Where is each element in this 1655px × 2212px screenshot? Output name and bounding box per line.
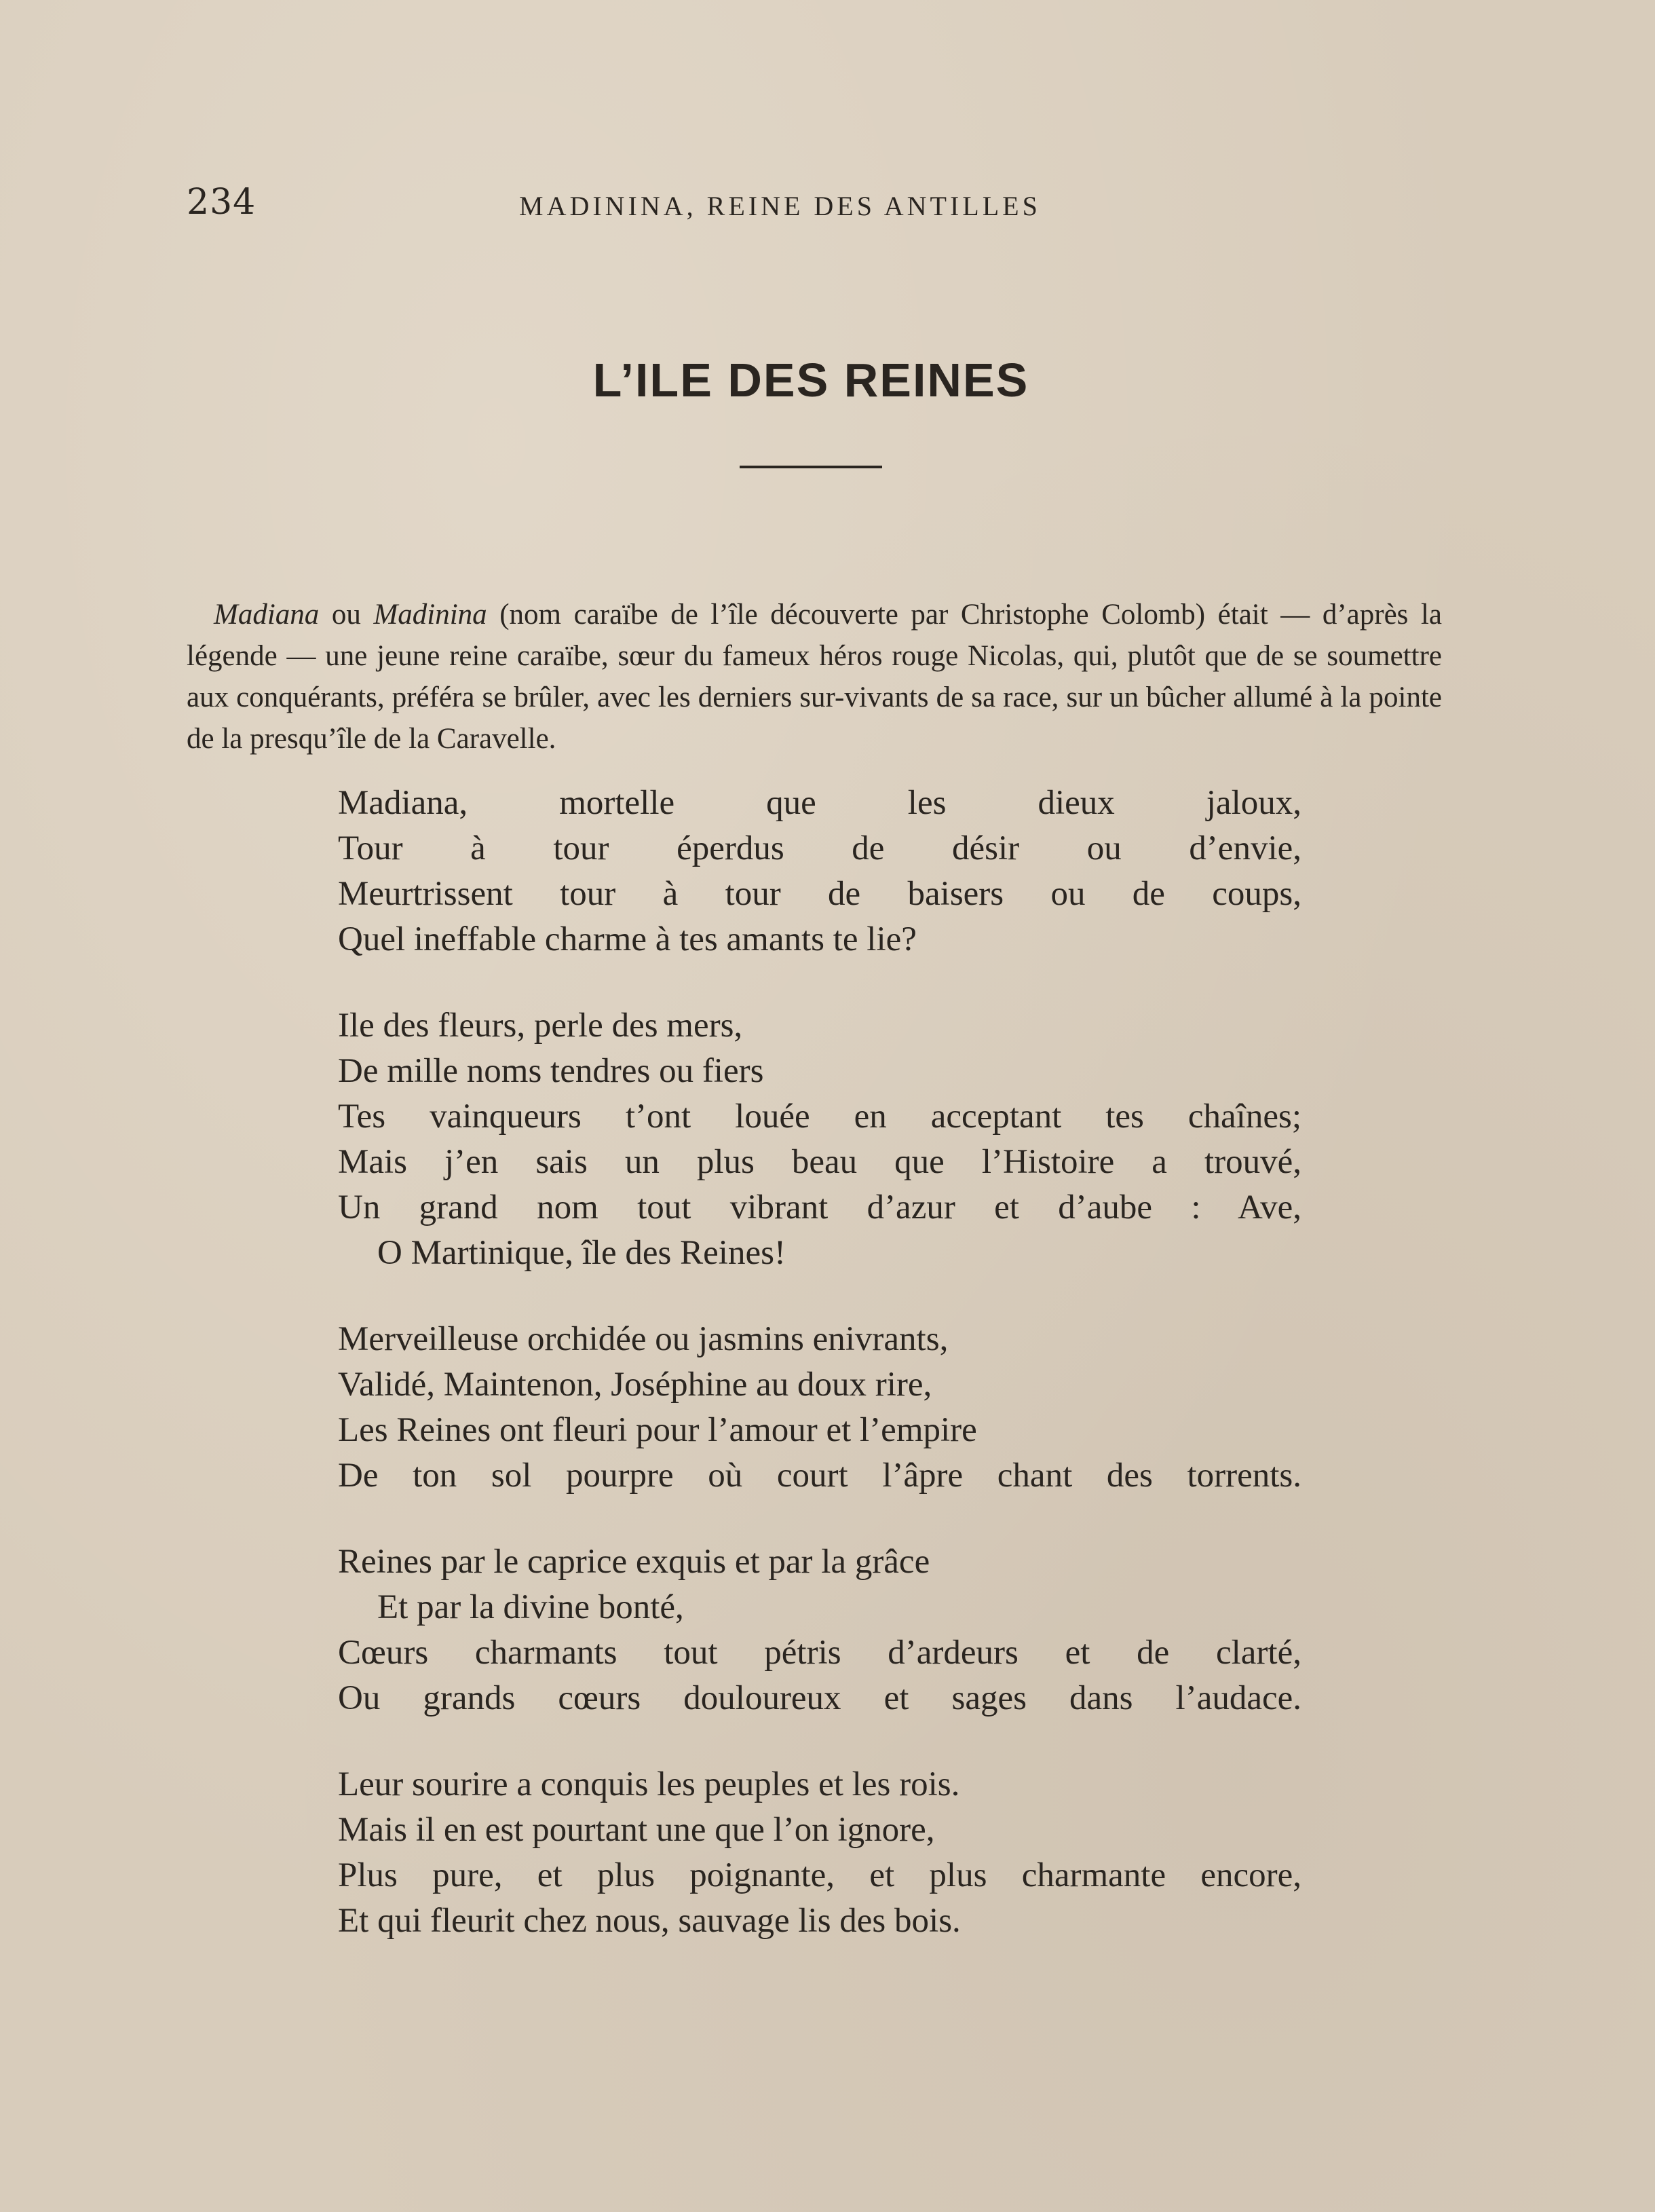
verse-line: Tour à tour éperdus de désir ou d’envie, (338, 829, 1301, 867)
intro-connector: ou (331, 599, 361, 631)
verse-line: Et qui fleurit chez nous, sauvage lis des bois. (338, 1902, 961, 1940)
verse-line: Ou grands cœurs douloureux et sages dans l’audace. (338, 1679, 1301, 1717)
verse-line: Mais j’en sais un plus beau que l’Histoire a trouvé, (338, 1143, 1301, 1181)
verse-line: Un grand nom tout vibrant d’azur et d’aube : Ave, (338, 1188, 1301, 1226)
verse-line: De mille noms tendres ou fiers (338, 1052, 764, 1090)
verse-line: Reines par le caprice exquis et par la grâce (338, 1543, 930, 1581)
stanza-3 (338, 1317, 1301, 1499)
verse-line: Les Reines ont fleuri pour l’amour et l’empire (338, 1411, 977, 1449)
page-number: 234 (187, 182, 256, 223)
verse-line: Mais il en est pourtant une que l’on ignore, (338, 1811, 935, 1849)
intro-text: (nom caraïbe de l’île découverte par Christophe Colomb) était — d’après la légende — une jeune reine caraïbe, sœur du fameux héros rouge Nicolas, qui, plutôt que de se soumettre aux conquérants, préféra se brûler, avec les derniers sur-vivants de sa race, sur un bûcher allumé à la pointe de la presqu’île de la Caravelle. (187, 599, 1442, 755)
verse-line: De ton sol pourpre où court l’âpre chant des torrents. (338, 1457, 1301, 1495)
chapter-title: L’ILE DES REINES (592, 354, 1029, 407)
stanza-4 (338, 1539, 1301, 1721)
verse-line: Plus pure, et plus poignante, et plus charmante encore, (338, 1856, 1301, 1894)
verse-line: Cœurs charmants tout pétris d’ardeurs et de clarté, (338, 1634, 1301, 1672)
verse-line: Leur sourire a conquis les peuples et les rois. (338, 1765, 960, 1803)
title-rule (740, 466, 882, 468)
stanza-2 (338, 1003, 1301, 1276)
intro-paragraph (187, 594, 1442, 760)
verse-line: Et par la divine bonté, (377, 1588, 684, 1626)
intro-name-madiana: Madiana (214, 599, 320, 631)
running-head (187, 182, 1462, 236)
verse-line: Tes vainqueurs t’ont louée en acceptant tes chaînes; (338, 1098, 1301, 1136)
stanza-5 (338, 1762, 1301, 1944)
stanza-1 (338, 781, 1301, 962)
verse-line: Meurtrissent tour à tour de baisers ou de coups, (338, 875, 1301, 913)
verse-line: O Martinique, île des Reines! (377, 1234, 786, 1272)
poem (338, 781, 1301, 1985)
verse-line: Validé, Maintenon, Joséphine au doux rire, (338, 1366, 932, 1404)
verse-line: Madiana, mortelle que les dieux jaloux, (338, 784, 1301, 822)
intro-name-madinina: Madinina (373, 599, 487, 631)
running-title: MADININA, REINE DES ANTILLES (519, 191, 1041, 221)
verse-line: Quel ineffable charme à tes amants te lie? (338, 920, 917, 958)
verse-line: Ile des fleurs, perle des mers, (338, 1007, 743, 1045)
verse-line: Merveilleuse orchidée ou jasmins enivrants, (338, 1320, 949, 1358)
